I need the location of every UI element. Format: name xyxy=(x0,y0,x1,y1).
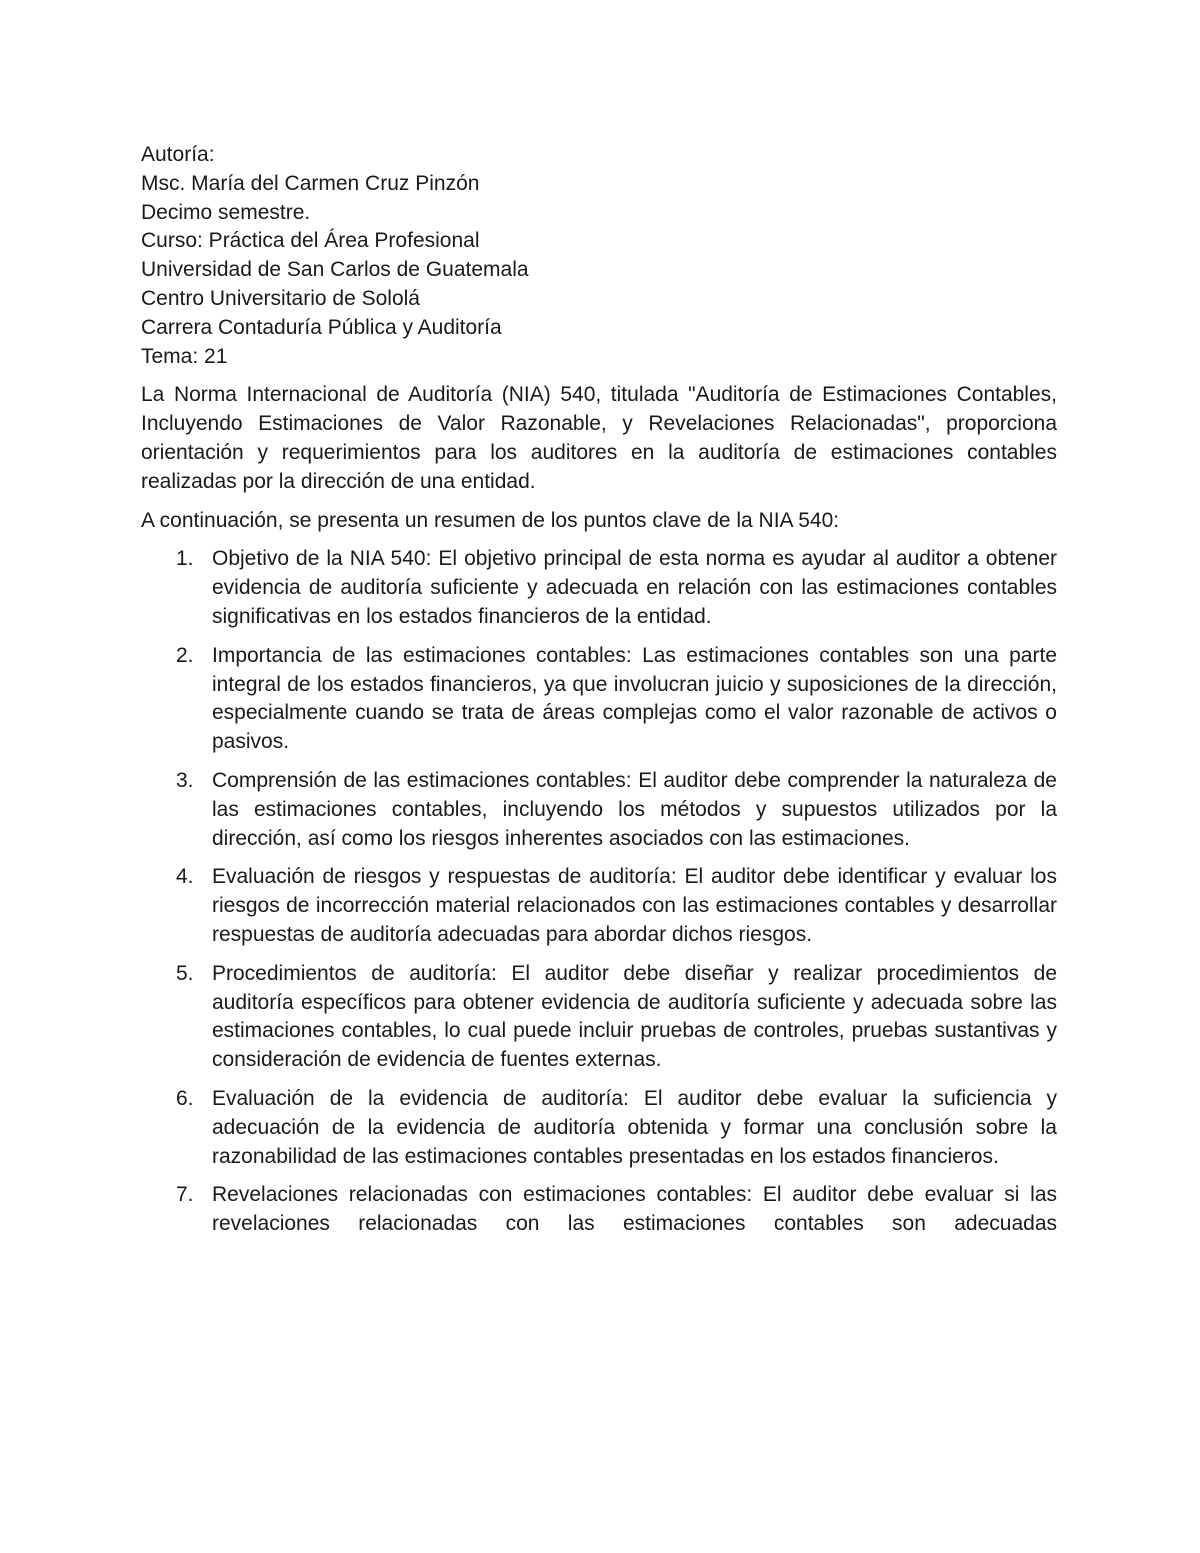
list-number: 2. xyxy=(176,643,194,667)
career: Carrera Contaduría Pública y Auditoría xyxy=(141,315,502,339)
list-item xyxy=(141,863,1057,949)
course: Curso: Práctica del Área Profesional xyxy=(141,229,480,253)
document-page xyxy=(141,141,1057,1249)
authorship-header xyxy=(141,141,1057,371)
list-number: 5. xyxy=(176,961,194,985)
list-item xyxy=(141,767,1057,853)
list-item-text: Evaluación de riesgos y respuestas de auditoría: El auditor debe identificar y evaluar los riesgos de incorrección material relacionados con las estimaciones contables y desarrollar respuestas de auditoría adecuadas para abordar dichos riesgos. xyxy=(212,865,1057,946)
list-item-text: Revelaciones relacionadas con estimaciones contables: El auditor debe evaluar si las revelaciones relacionadas con las estimaciones contables son adecuadas xyxy=(212,1183,1057,1236)
list-item xyxy=(141,960,1057,1075)
list-number: 3. xyxy=(176,768,194,792)
list-item xyxy=(141,642,1057,757)
summary-lead: A continuación, se presenta un resumen de los puntos clave de la NIA 540: xyxy=(141,508,840,532)
intro-paragraph: La Norma Internacional de Auditoría (NIA) 540, titulada "Auditoría de Estimaciones Contables, Incluyendo Estimaciones de Valor Razonable, y Revelaciones Relacionadas", proporciona orientación y requerimientos para los auditores en la auditoría de estimaciones contables realizadas por la dirección de una entidad. xyxy=(141,383,1057,493)
list-number: 4. xyxy=(176,865,194,889)
list-item-text: Procedimientos de auditoría: El auditor debe diseñar y realizar procedimientos de auditoría específicos para obtener evidencia de auditoría suficiente y adecuada sobre las estimaciones contables, lo cual puede incluir pruebas de controles, pruebas sustantivas y consideración de evidencia de fuentes externas. xyxy=(212,961,1057,1072)
authorship-label: Autoría: xyxy=(141,143,215,166)
list-number: 7. xyxy=(176,1183,194,1207)
topic: Tema: 21 xyxy=(141,344,228,368)
list-item-text: Evaluación de la evidencia de auditoría: El auditor debe evaluar la suficiencia y adecuación de la evidencia de auditoría obtenida y formar una conclusión sobre la razonabilidad de las estimaciones contables presentadas en los estados financieros. xyxy=(212,1086,1057,1168)
list-item-text: Objetivo de la NIA 540: El objetivo principal de esta norma es ayudar al auditor a obtener evidencia de auditoría suficiente y adecuada en relación con las estimaciones contables significativas en los estados financieros de la entidad. xyxy=(212,547,1057,628)
list-item xyxy=(141,1085,1057,1171)
list-item-text: Comprensión de las estimaciones contables: El auditor debe comprender la naturaleza de las estimaciones contables, incluyendo los métodos y supuestos utilizados por la dirección, así como los riesgos inherentes asociados con las estimaciones. xyxy=(212,768,1057,850)
author-name: Msc. María del Carmen Cruz Pinzón xyxy=(141,171,480,195)
semester: Decimo semestre. xyxy=(141,200,311,224)
list-item xyxy=(141,545,1057,631)
campus: Centro Universitario de Sololá xyxy=(141,286,420,310)
university: Universidad de San Carlos de Guatemala xyxy=(141,258,529,282)
list-item-text: Importancia de las estimaciones contables: Las estimaciones contables son una parte integral de los estados financieros, ya que involucran juicio y suposiciones de la dirección, especialmente cuando se trata de áreas complejas como el valor razonable de activos o pasivos. xyxy=(212,643,1057,754)
key-points-list xyxy=(141,545,1057,1239)
list-item xyxy=(141,1181,1057,1239)
list-number: 1. xyxy=(176,547,194,571)
list-number: 6. xyxy=(176,1086,194,1110)
